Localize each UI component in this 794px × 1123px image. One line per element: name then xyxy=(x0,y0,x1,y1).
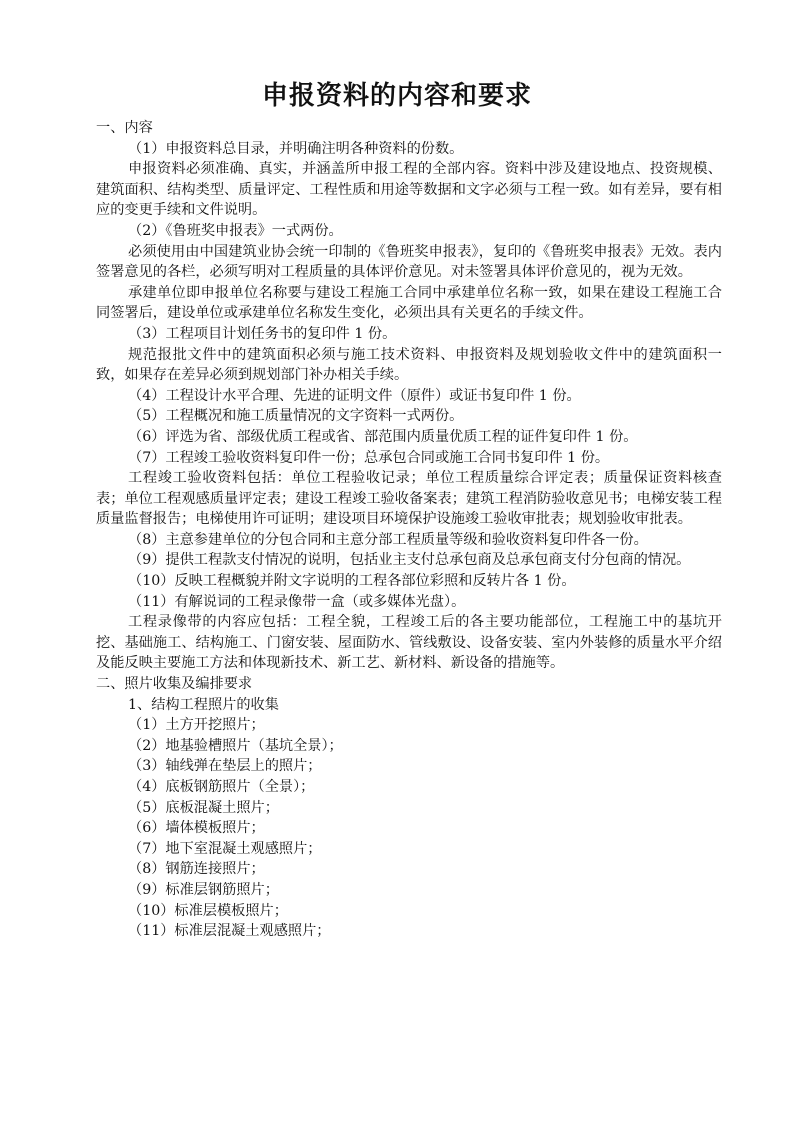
list-item: （6）墙体模板照片； xyxy=(128,820,265,837)
list-item: （3）轴线弹在垫层上的照片； xyxy=(128,758,322,775)
list-item: （7）地下室混凝土观感照片； xyxy=(128,840,322,857)
page-title: 申报资料的内容和要求 xyxy=(261,81,532,111)
sub-heading: 1、结构工程照片的收集 xyxy=(128,696,279,713)
list-item: （1）土方开挖照片； xyxy=(128,717,265,734)
paragraph-item-1: （1）申报资料总目录，并明确注明各种资料的份数。 xyxy=(128,140,464,157)
paragraph-item-7: （7）工程竣工验收资料复印件一份；总承包合同或施工合同书复印件 1 份。 xyxy=(128,449,610,466)
paragraph-item-11: （11）有解说词的工程录像带一盒（或多媒体光盘）。 xyxy=(128,593,466,610)
paragraph-item-10: （10）反映工程概貌并附文字说明的工程各部位彩照和反转片各 1 份。 xyxy=(128,573,576,590)
paragraph: 承建单位即申报单位名称要与建设工程施工合同中承建单位名称一致，如果在建设工程施工合同签署后，建设单位或承建单位名称发生变化，必须出具有关更名的手续文件。 xyxy=(96,284,722,322)
section-heading-photos: 二、照片收集及编排要求 xyxy=(96,676,253,693)
list-item: （8）钢筋连接照片； xyxy=(128,861,265,878)
list-item: （9）标准层钢筋照片； xyxy=(128,881,279,898)
paragraph-item-2: （2）《鲁班奖申报表》一式两份。 xyxy=(128,222,343,239)
paragraph: 工程录像带的内容应包括：工程全貌，工程竣工后的各主要功能部位，工程施工中的基坑开挖、基础施工、结构施工、门窗安装、屋面防水、管线敷设、设备安装、室内外装修的质量水平介绍及能反映主要施工方法和体现新技术、新工艺、新材料、新设备的措施等。 xyxy=(96,614,722,672)
paragraph-item-3: （3）工程项目计划任务书的复印件 1 份。 xyxy=(128,325,397,342)
list-item: （4）底板钢筋照片（全景）； xyxy=(128,779,315,795)
paragraph-item-9: （9）提供工程款支付情况的说明，包括业主支付总承包商及总承包商支付分包商的情况。 xyxy=(128,552,691,569)
paragraph-item-8: （8）主意参建单位的分包合同和主意分部工程质量等级和验收资料复印件各一份。 xyxy=(128,531,648,548)
list-item: （5）底板混凝土照片； xyxy=(128,799,279,816)
list-item: （11）标准层混凝土观感照片； xyxy=(128,923,331,940)
paragraph-item-6: （6）评选为省、部级优质工程或省、部范围内质量优质工程的证件复印件 1 份。 xyxy=(128,428,638,445)
paragraph-item-4: （4）工程设计水平合理、先进的证明文件（原件）或证书复印件 1 份。 xyxy=(128,387,581,404)
paragraph: 申报资料必须准确、真实，并涵盖所申报工程的全部内容。资料中涉及建设地点、投资规模、建筑面积、结构类型、质量评定、工程性质和用途等数据和文字必须与工程一致。如有差异，要有相应的变更手续和文件说明。 xyxy=(96,161,722,219)
list-item: （2）地基验槽照片（基坑全景）； xyxy=(128,737,343,754)
list-item: （10）标准层模板照片； xyxy=(128,902,288,919)
paragraph: 工程竣工验收资料包括：单位工程验收记录；单位工程质量综合评定表；质量保证资料核查表；单位工程观感质量评定表；建设工程竣工验收备案表；建筑工程消防验收意见书；电梯安装工程质量监督报告；电梯使用许可证明；建设项目环境保护设施竣工验收审批表；规划验收审批表。 xyxy=(96,470,722,528)
paragraph: 规范报批文件中的建筑面积必须与施工技术资料、申报资料及规划验收文件中的建筑面积一致，如果存在差异必须到规划部门补办相关手续。 xyxy=(96,346,722,384)
paragraph: 必须使用由中国建筑业协会统一印制的《鲁班奖申报表》，复印的《鲁班奖申报表》无效。表内签署意见的各栏，必须写明对工程质量的具体评价意见。对未签署具体评价意见的，视为无效。 xyxy=(96,243,722,281)
paragraph-item-5: （5）工程概况和施工质量情况的文字资料一式两份。 xyxy=(128,408,464,425)
document-body xyxy=(96,118,722,942)
section-heading-contents: 一、内容 xyxy=(96,120,153,136)
